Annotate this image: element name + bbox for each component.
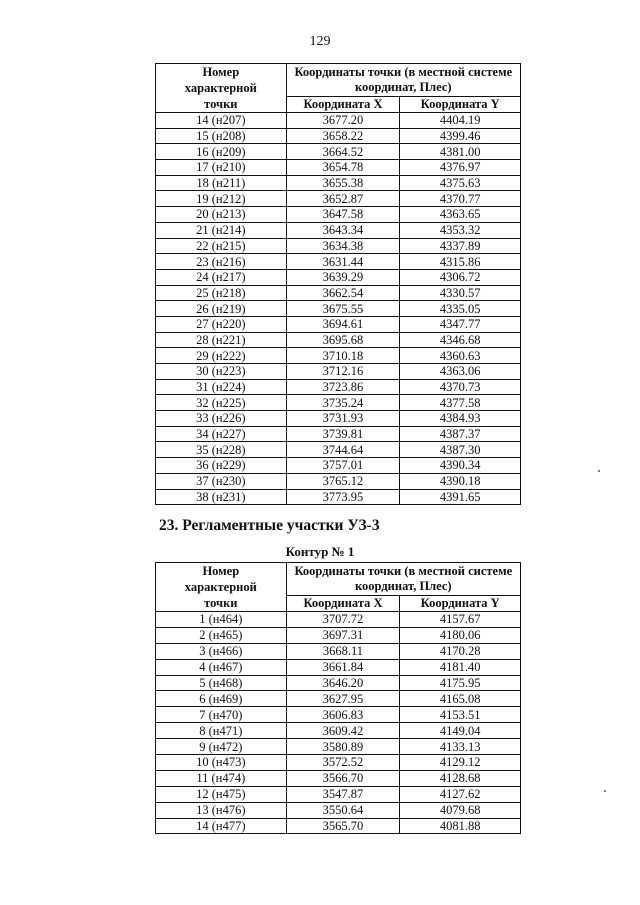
table-row [156,802,521,818]
table-row [156,691,521,707]
header-point-number [156,64,287,113]
point-number-cell: 4 (н467) [156,659,287,675]
scan-speck [604,790,606,792]
point-number-cell: 15 (н208) [156,128,287,144]
point-number-cell: 14 (н207) [156,113,287,129]
table-row [156,285,521,301]
coord-x-cell: 3609.42 [286,723,400,739]
page-number: 129 [309,34,331,49]
table-row [156,612,521,628]
coord-y-cell: 4347.77 [400,316,521,332]
coord-y-cell: 4157.67 [400,612,521,628]
coord-x-cell: 3712.16 [286,364,400,380]
coord-y-cell: 4390.18 [400,473,521,489]
coord-y-cell: 4081.88 [400,818,521,834]
coord-y-cell: 4346.68 [400,332,521,348]
coord-y-cell: 4404.19 [400,113,521,129]
coord-y-cell: 4387.30 [400,442,521,458]
coord-x-cell: 3757.01 [286,458,400,474]
coord-x-cell: 3646.20 [286,675,400,691]
coord-x-cell: 3744.64 [286,442,400,458]
coord-x-cell: 3739.81 [286,426,400,442]
coord-x-cell: 3580.89 [286,739,400,755]
coord-x-cell: 3643.34 [286,222,400,238]
point-number-cell: 12 (н475) [156,786,287,802]
header-point-number-line-1: Номер [202,564,240,578]
coord-y-cell: 4306.72 [400,269,521,285]
coord-x-cell: 3675.55 [286,301,400,317]
coord-x-cell: 3661.84 [286,659,400,675]
coord-x-cell: 3731.93 [286,411,400,427]
coord-x-cell: 3710.18 [286,348,400,364]
coord-y-cell: 4370.73 [400,379,521,395]
table-row [156,128,521,144]
table-row [156,316,521,332]
coord-y-cell: 4390.34 [400,458,521,474]
coord-x-cell: 3566.70 [286,770,400,786]
point-number-cell: 31 (н224) [156,379,287,395]
point-number-cell: 23 (н216) [156,254,287,270]
scan-speck [598,470,600,472]
coord-y-cell: 4170.28 [400,643,521,659]
coord-y-cell: 4330.57 [400,285,521,301]
table-row [156,426,521,442]
table-row [156,786,521,802]
table-row [156,379,521,395]
point-number-cell: 5 (н468) [156,675,287,691]
header-coord-y: Координата Y [400,595,521,611]
coord-x-cell: 3697.31 [286,627,400,643]
coord-y-cell: 4127.62 [400,786,521,802]
coord-x-cell: 3631.44 [286,254,400,270]
table-row [156,144,521,160]
coord-x-cell: 3695.68 [286,332,400,348]
point-number-cell: 2 (н465) [156,627,287,643]
table-row [156,207,521,223]
point-number-cell: 36 (н229) [156,458,287,474]
table-row [156,723,521,739]
header-point-number-line-3: точки [204,596,238,610]
header-coordinates-line-2: координат, Плес) [355,578,452,593]
point-number-cell: 34 (н227) [156,426,287,442]
point-number-cell: 19 (н212) [156,191,287,207]
point-number-cell: 37 (н230) [156,473,287,489]
coord-y-cell: 4399.46 [400,128,521,144]
table-row [156,395,521,411]
coord-y-cell: 4129.12 [400,755,521,771]
coord-x-cell: 3664.52 [286,144,400,160]
coord-x-cell: 3658.22 [286,128,400,144]
coordinates-table-1-body [156,113,521,505]
table-row [156,332,521,348]
table-row [156,175,521,191]
point-number-cell: 9 (н472) [156,739,287,755]
coord-y-cell: 4133.13 [400,739,521,755]
coord-x-cell: 3654.78 [286,160,400,176]
point-number-cell: 16 (н209) [156,144,287,160]
coord-x-cell: 3547.87 [286,786,400,802]
point-number-cell: 24 (н217) [156,269,287,285]
point-number-cell: 25 (н218) [156,285,287,301]
header-coord-x: Координата X [286,595,400,611]
header-coord-y: Координата Y [400,96,521,112]
header-point-number-line-2: характерной [184,81,257,95]
header-point-number-line-1: Номер [202,65,240,79]
coord-y-cell: 4165.08 [400,691,521,707]
coord-y-cell: 4315.86 [400,254,521,270]
point-number-cell: 29 (н222) [156,348,287,364]
coord-x-cell: 3694.61 [286,316,400,332]
point-number-cell: 35 (н228) [156,442,287,458]
table-row [156,818,521,834]
table-row [156,643,521,659]
coord-y-cell: 4376.97 [400,160,521,176]
point-number-cell: 14 (н477) [156,818,287,834]
point-number-cell: 18 (н211) [156,175,287,191]
contour-heading: Контур № 1 [285,544,355,559]
table-row [156,675,521,691]
table-row [156,770,521,786]
coord-y-cell: 4180.06 [400,627,521,643]
table-row [156,113,521,129]
coord-y-cell: 4181.40 [400,659,521,675]
coord-y-cell: 4363.65 [400,207,521,223]
point-number-cell: 22 (н215) [156,238,287,254]
point-number-cell: 3 (н466) [156,643,287,659]
table-row [156,458,521,474]
coord-y-cell: 4337.89 [400,238,521,254]
header-coordinates-line-1: Координаты точки (в местной системе [294,64,513,79]
coord-y-cell: 4377.58 [400,395,521,411]
point-number-cell: 11 (н474) [156,770,287,786]
coord-x-cell: 3639.29 [286,269,400,285]
table-row [156,739,521,755]
header-coordinates-line-2: координат, Плес) [355,79,452,94]
header-point-number-line-3: точки [204,97,238,111]
coord-x-cell: 3572.52 [286,755,400,771]
coord-x-cell: 3677.20 [286,113,400,129]
coord-x-cell: 3550.64 [286,802,400,818]
table-row [156,411,521,427]
coord-x-cell: 3723.86 [286,379,400,395]
table-row [156,707,521,723]
point-number-cell: 6 (н469) [156,691,287,707]
table-row [156,160,521,176]
header-point-number [156,563,287,612]
point-number-cell: 32 (н225) [156,395,287,411]
table-row [156,473,521,489]
coord-y-cell: 4175.95 [400,675,521,691]
coord-y-cell: 4384.93 [400,411,521,427]
coord-y-cell: 4128.68 [400,770,521,786]
table-row [156,238,521,254]
table-row [156,489,521,505]
table-row [156,364,521,380]
point-number-cell: 1 (н464) [156,612,287,628]
coord-y-cell: 4391.65 [400,489,521,505]
point-number-cell: 38 (н231) [156,489,287,505]
coordinates-table-1 [155,63,521,505]
table-row [156,755,521,771]
coord-y-cell: 4353.32 [400,222,521,238]
table-row [156,659,521,675]
coord-y-cell: 4370.77 [400,191,521,207]
table-row [156,269,521,285]
coord-y-cell: 4335.05 [400,301,521,317]
section-heading: 23. Регламентные участки УЗ-3 [159,517,380,534]
coord-x-cell: 3707.72 [286,612,400,628]
coord-x-cell: 3662.54 [286,285,400,301]
coord-x-cell: 3652.87 [286,191,400,207]
point-number-cell: 30 (н223) [156,364,287,380]
table-row [156,442,521,458]
header-coordinates [286,64,520,97]
coord-y-cell: 4153.51 [400,707,521,723]
coord-x-cell: 3668.11 [286,643,400,659]
header-coordinates [286,563,520,596]
coord-y-cell: 4360.63 [400,348,521,364]
coord-x-cell: 3606.83 [286,707,400,723]
coord-x-cell: 3735.24 [286,395,400,411]
coord-x-cell: 3627.95 [286,691,400,707]
table-row [156,348,521,364]
coord-y-cell: 4079.68 [400,802,521,818]
coordinates-table-2-body [156,612,521,834]
point-number-cell: 7 (н470) [156,707,287,723]
point-number-cell: 26 (н219) [156,301,287,317]
coord-x-cell: 3765.12 [286,473,400,489]
point-number-cell: 8 (н471) [156,723,287,739]
point-number-cell: 10 (н473) [156,755,287,771]
point-number-cell: 17 (н210) [156,160,287,176]
coord-x-cell: 3773.95 [286,489,400,505]
header-coord-x: Координата X [286,96,400,112]
point-number-cell: 27 (н220) [156,316,287,332]
point-number-cell: 21 (н214) [156,222,287,238]
table-row [156,301,521,317]
coord-x-cell: 3655.38 [286,175,400,191]
point-number-cell: 33 (н226) [156,411,287,427]
table-row [156,191,521,207]
table-row [156,254,521,270]
coord-y-cell: 4375.63 [400,175,521,191]
coord-x-cell: 3634.38 [286,238,400,254]
table-row [156,627,521,643]
coord-y-cell: 4149.04 [400,723,521,739]
coord-y-cell: 4363.06 [400,364,521,380]
coord-y-cell: 4387.37 [400,426,521,442]
point-number-cell: 20 (н213) [156,207,287,223]
coord-y-cell: 4381.00 [400,144,521,160]
header-point-number-line-2: характерной [184,580,257,594]
point-number-cell: 13 (н476) [156,802,287,818]
point-number-cell: 28 (н221) [156,332,287,348]
coord-x-cell: 3565.70 [286,818,400,834]
table-row [156,222,521,238]
coord-x-cell: 3647.58 [286,207,400,223]
header-coordinates-line-1: Координаты точки (в местной системе [294,563,513,578]
coordinates-table-2 [155,562,521,834]
